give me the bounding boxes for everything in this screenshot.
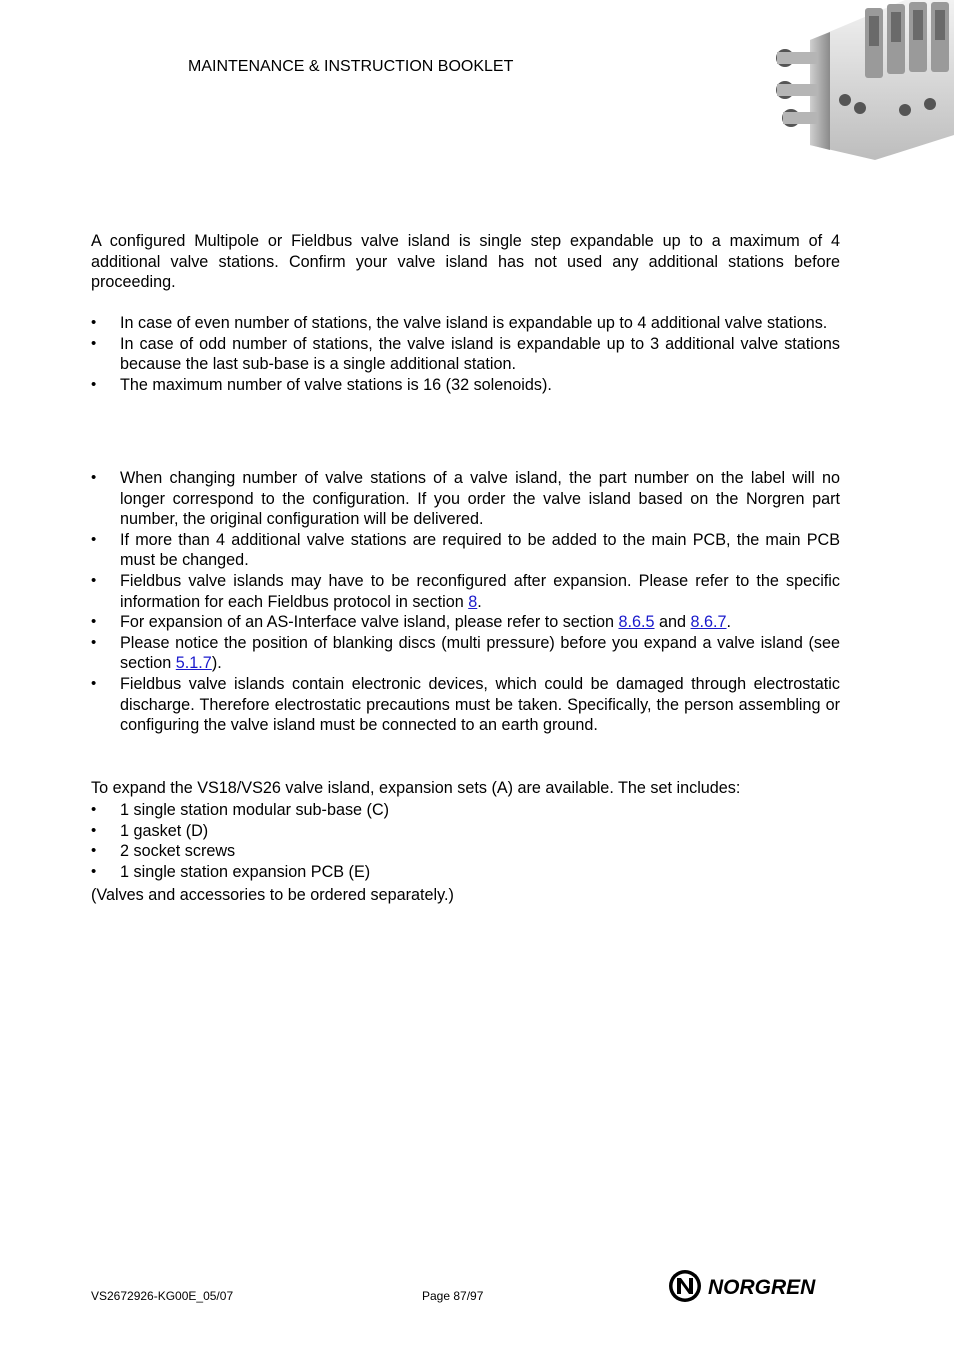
expansion-note: (Valves and accessories to be ordered separately.) [91, 886, 454, 904]
note-text: Please notice the position of blanking discs (multi pressure) before you expand a valve island (see section [120, 633, 840, 673]
list-item: • Fieldbus valve islands contain electronic devices, which could be damaged through electrostatic discharge. Therefore electrostatic precautions must be taken. Specifically, the person assembling or configuring the valve island must be connected to an earth ground. [91, 674, 840, 736]
section-8-6-7-link[interactable]: 8.6.7 [690, 613, 727, 632]
norgren-logo [668, 1268, 842, 1304]
list-item: • 1 gasket (D) [91, 821, 840, 842]
note-text: Fieldbus valve islands may have to be reconfigured after expansion. Please refer to the specific information for each Fieldbus protocol in section [120, 571, 840, 611]
section-8-6-5-link[interactable]: 8.6.5 [618, 613, 655, 632]
list-item: • 1 single station modular sub-base (C) [91, 800, 840, 821]
header-title: MAINTENANCE & INSTRUCTION BOOKLET [188, 58, 514, 75]
logo-text: NORGREN [708, 1276, 816, 1299]
list-item: • 1 single station expansion PCB (E) [91, 862, 840, 883]
list-item [91, 612, 840, 633]
list-item: • In case of odd number of stations, the valve island is expandable up to 3 additional valve stations because the last sub-base is a single additional station. [91, 334, 840, 375]
list-item: • In case of even number of stations, the valve island is expandable up to 4 additional valve stations. [91, 313, 840, 334]
list-item [91, 571, 840, 612]
note-text: . [726, 613, 732, 632]
list-item [91, 633, 840, 674]
list-item: • If more than 4 additional valve stations are required to be added to the main PCB, the main PCB must be changed. [91, 530, 840, 571]
expansion-intro: To expand the VS18/VS26 valve island, expansion sets (A) are available. The set includes: [91, 779, 741, 797]
intro-paragraph: A configured Multipole or Fieldbus valve island is single step expandable up to a maximum of 4 additional valve stations. Confirm your valve island has not used any additional stations before proceeding. [91, 232, 840, 292]
list-item: • The maximum number of valve stations is 16 (32 solenoids). [91, 375, 840, 396]
note-text: For expansion of an AS-Interface valve island, please refer to section [120, 613, 619, 632]
valve-island-product-image [755, 0, 954, 162]
section-5-1-7-link[interactable]: 5.1.7 [175, 654, 212, 673]
note-text: . [477, 592, 482, 611]
document-id: VS2672926-KG00E_05/07 [91, 1289, 234, 1303]
limits-list [91, 313, 840, 395]
section-8-link[interactable]: 8 [468, 592, 478, 611]
note-text: and [654, 613, 691, 632]
notes-list [91, 468, 840, 736]
note-text: ). [211, 654, 222, 673]
list-item: • 2 socket screws [91, 841, 840, 862]
list-item: • When changing number of valve stations of a valve island, the part number on the label will no longer correspond to the configuration. If you order the valve island based on the Norgren part number, the original configuration will be delivered. [91, 468, 840, 530]
page-number: Page 87/97 [422, 1289, 484, 1303]
expansion-set-list [91, 800, 840, 882]
